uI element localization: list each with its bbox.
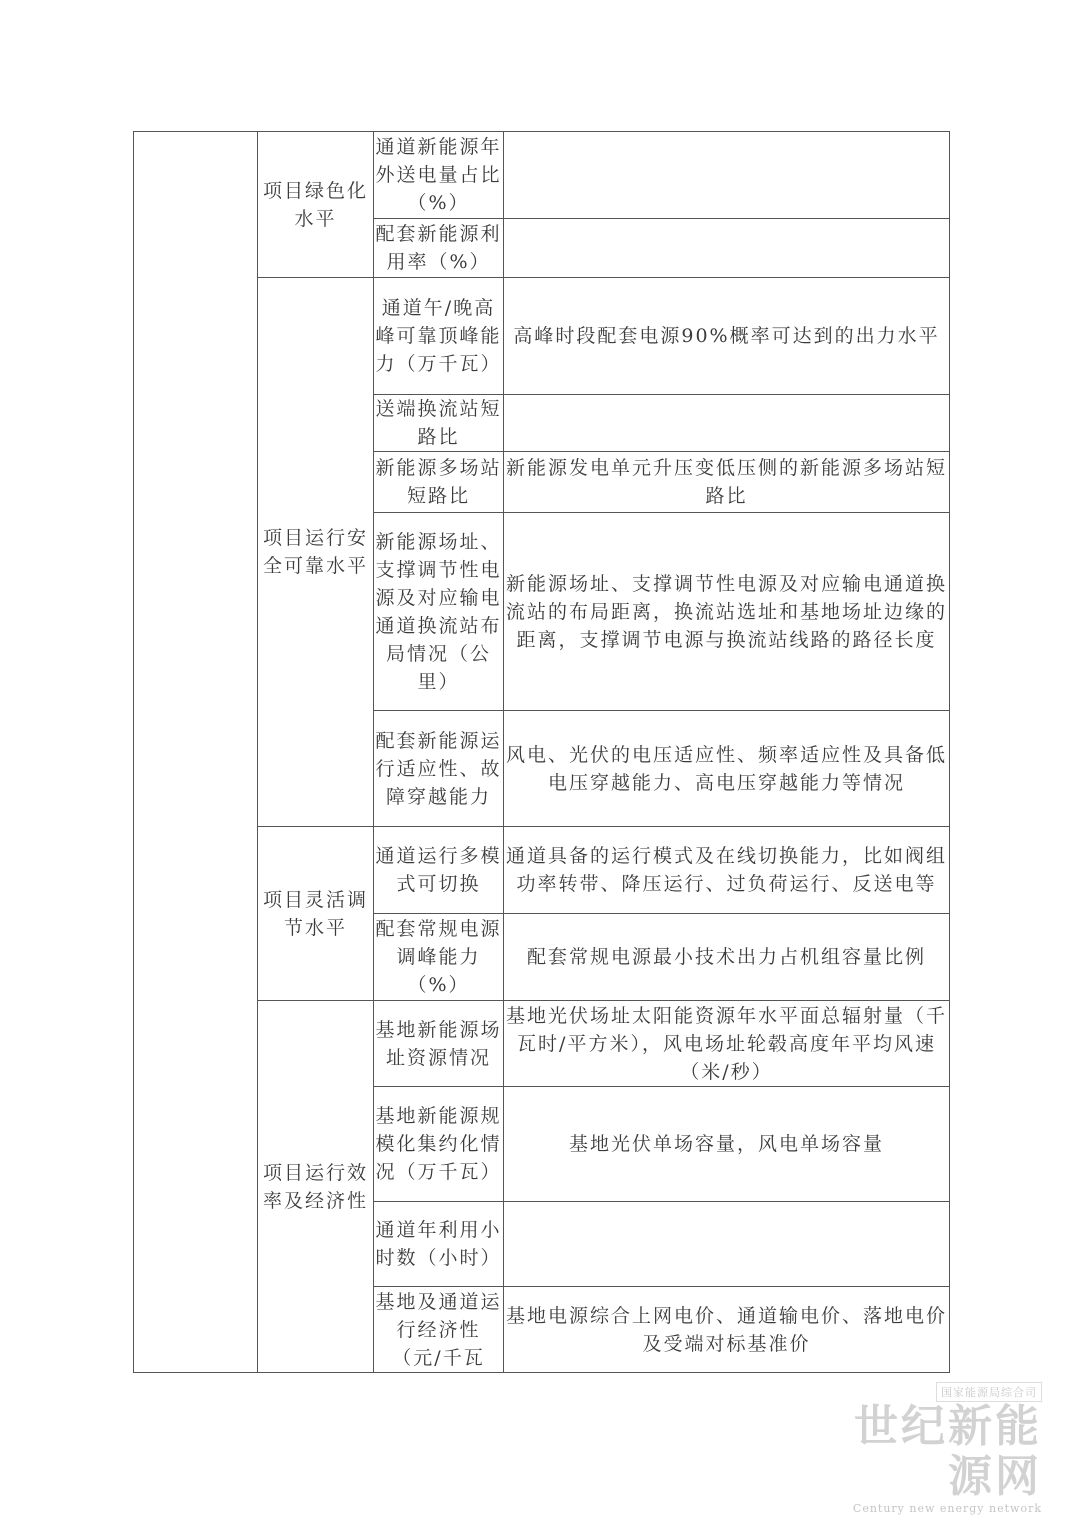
indicator-cell: 送端换流站短路比 <box>374 395 504 452</box>
description-cell: 新能源场址、支撑调节性电源及对应输电通道换流站的布局距离，换流站选址和基地场址边缘的距离，支撑调节电源与换流站线路的路径长度 <box>504 513 950 711</box>
description-cell: 高峰时段配套电源90%概率可达到的出力水平 <box>504 278 950 395</box>
indicator-cell: 新能源多场站短路比 <box>374 452 504 513</box>
indicator-cell: 基地新能源场址资源情况 <box>374 1001 504 1087</box>
category-cell: 项目运行效率及经济性 <box>258 1001 374 1373</box>
indicator-cell: 通道年利用小时数（小时） <box>374 1202 504 1287</box>
description-cell <box>504 395 950 452</box>
category-cell: 项目运行安全可靠水平 <box>258 278 374 827</box>
indicator-cell: 配套常规电源调峰能力（%） <box>374 914 504 1001</box>
category-cell: 项目绿色化水平 <box>258 132 374 278</box>
description-cell: 新能源发电单元升压变低压侧的新能源多场站短路比 <box>504 452 950 513</box>
description-cell <box>504 1202 950 1287</box>
watermark-sub-text: Century new energy network <box>852 1502 1042 1515</box>
description-cell <box>504 219 950 278</box>
description-cell: 基地光伏单场容量，风电单场容量 <box>504 1087 950 1202</box>
indicator-cell: 基地新能源规模化集约化情况（万千瓦） <box>374 1087 504 1202</box>
description-cell <box>504 132 950 219</box>
watermark-logo-text: 世纪新能源网 <box>854 1401 1042 1502</box>
indicator-cell: 基地及通道运行经济性（元/千瓦 <box>374 1287 504 1373</box>
description-cell: 基地光伏场址太阳能资源年水平面总辐射量（千瓦时/平方米），风电场址轮毂高度年平均风速（米/秒） <box>504 1001 950 1087</box>
category-cell: 项目灵活调节水平 <box>258 827 374 1001</box>
watermark-top-text: 国家能源局综合司 <box>936 1382 1042 1402</box>
description-cell: 通道具备的运行模式及在线切换能力，比如阀组功率转带、降压运行、过负荷运行、反送电等 <box>504 827 950 914</box>
table-row <box>134 132 950 219</box>
indicator-cell: 新能源场址、支撑调节性电源及对应输电通道换流站布局情况（公里） <box>374 513 504 711</box>
indicator-cell: 通道运行多模式可切换 <box>374 827 504 914</box>
description-cell: 风电、光伏的电压适应性、频率适应性及具备低电压穿越能力、高电压穿越能力等情况 <box>504 711 950 827</box>
indicator-cell: 配套新能源运行适应性、故障穿越能力 <box>374 711 504 827</box>
indicator-table <box>133 131 950 1373</box>
indicator-cell: 配套新能源利用率（%） <box>374 219 504 278</box>
watermark <box>842 1381 1042 1515</box>
description-cell: 配套常规电源最小技术出力占机组容量比例 <box>504 914 950 1001</box>
indicator-cell: 通道午/晚高峰可靠顶峰能力（万千瓦） <box>374 278 504 395</box>
blank-first-column <box>134 132 258 1373</box>
description-cell: 基地电源综合上网电价、通道输电价、落地电价及受端对标基准价 <box>504 1287 950 1373</box>
indicator-cell: 通道新能源年外送电量占比（%） <box>374 132 504 219</box>
